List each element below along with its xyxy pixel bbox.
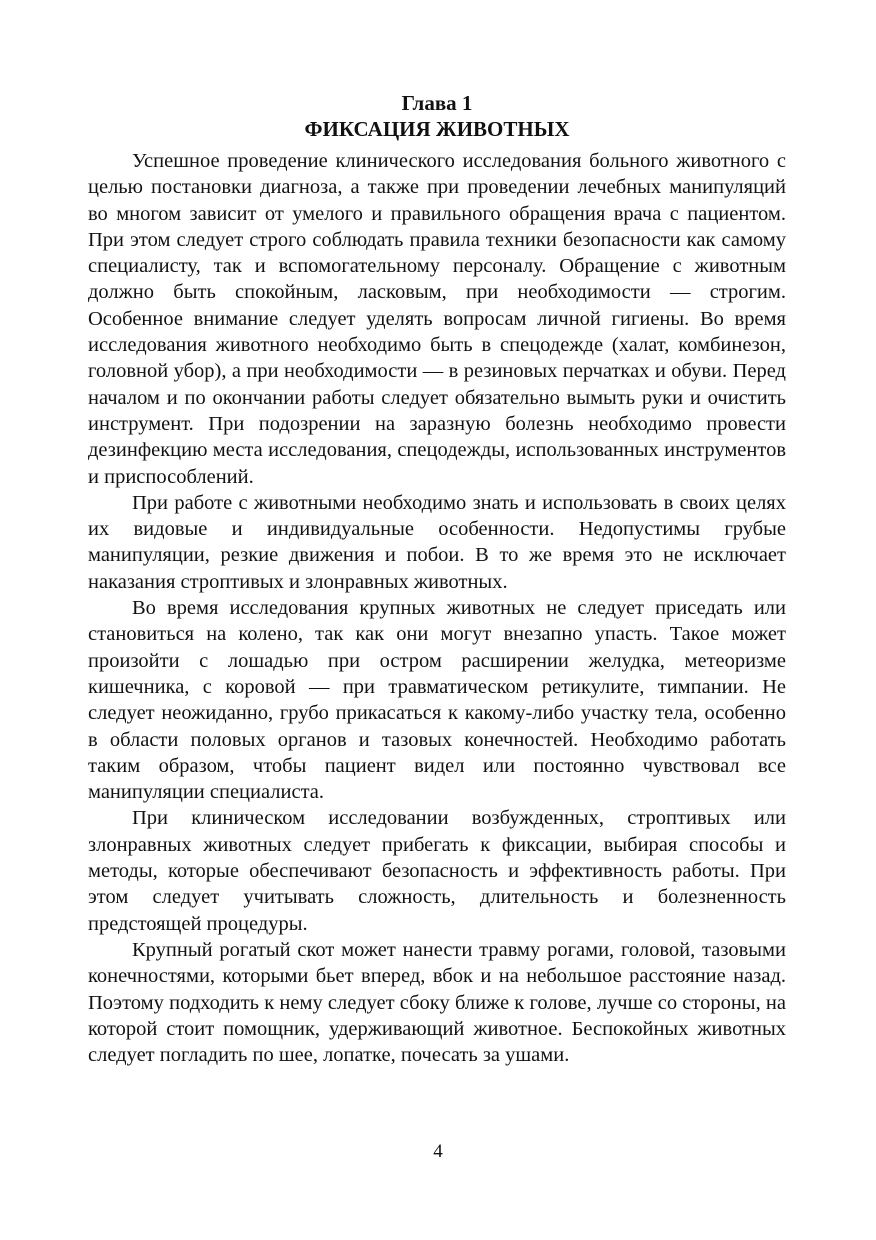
- chapter-title: ФИКСАЦИЯ ЖИВОТНЫХ: [304, 117, 570, 141]
- paragraph: При клиническом исследовании возбужденных, строптивых или злонравных животных следует прибегать к фиксации, выбирая способы и методы, которые обеспечивают безопасность и эффективность работы. При этом следует учитывать сложность, длительность и болезненность предстоящей процедуры.: [88, 807, 786, 935]
- paragraph: Крупный рогатый скот может нанести травму рогами, головой, тазовыми конечностями, которыми бьет вперед, вбок и на небольшое расстояние назад. Поэтому подходить к нему следует сбоку ближе к голове, лучше со стороны, на которой стоит помощник, удерживающий животное. Беспокойных животных следует погладить по шее, лопатке, почесать за ушами.: [88, 938, 786, 1067]
- page-number: 4: [433, 1141, 443, 1162]
- chapter-number: Глава 1: [401, 91, 473, 115]
- chapter-body: [88, 148, 786, 1068]
- paragraph: При работе с животными необходимо знать и использовать в своих целях их видовые и индивидуальные особенности. Недопустимы грубые манипуляции, резкие движения и побои. В то же время это не исключает наказания строптивых и злонравных животных.: [88, 491, 786, 593]
- paragraph: Успешное проведение клинического исследования больного животного с целью постановки диагноза, а также при проведении лечебных манипуляций во многом зависит от умелого и правильного обращения врача с пациентом. При этом следует строго соблюдать правила техники безопасности как самому специалисту, так и вспомогательному персоналу. Обращение с животным должно быть спокойным, ласковым, при необходимости — строгим. Особенное внимание следует уделять вопросам личной гигиены. Во время исследования животного необходимо быть в спецодежде (халат, комбинезон, головной убор), а при необходимости — в резиновых перчатках и обуви. Перед началом и по окончании работы следует обязательно вымыть руки и очистить инструмент. При подозрении на заразную болезнь необходимо провести дезинфекцию места исследования, спецодежды, использованных инструментов и приспособлений.: [88, 150, 786, 488]
- paragraph: Во время исследования крупных животных не следует приседать или становиться на колено, так как они могут внезапно упасть. Такое может произойти с лошадью при остром расширении желудка, метеоризме кишечника, с коровой — при травматическом ретикулите, тимпании. Не следует неожиданно, грубо прикасаться к какому-либо участку тела, особенно в области половых органов и тазовых конечностей. Необходимо работать таким образом, чтобы пациент видел или постоянно чувствовал все манипуляции специалиста.: [88, 597, 786, 804]
- document-page: [88, 90, 786, 1068]
